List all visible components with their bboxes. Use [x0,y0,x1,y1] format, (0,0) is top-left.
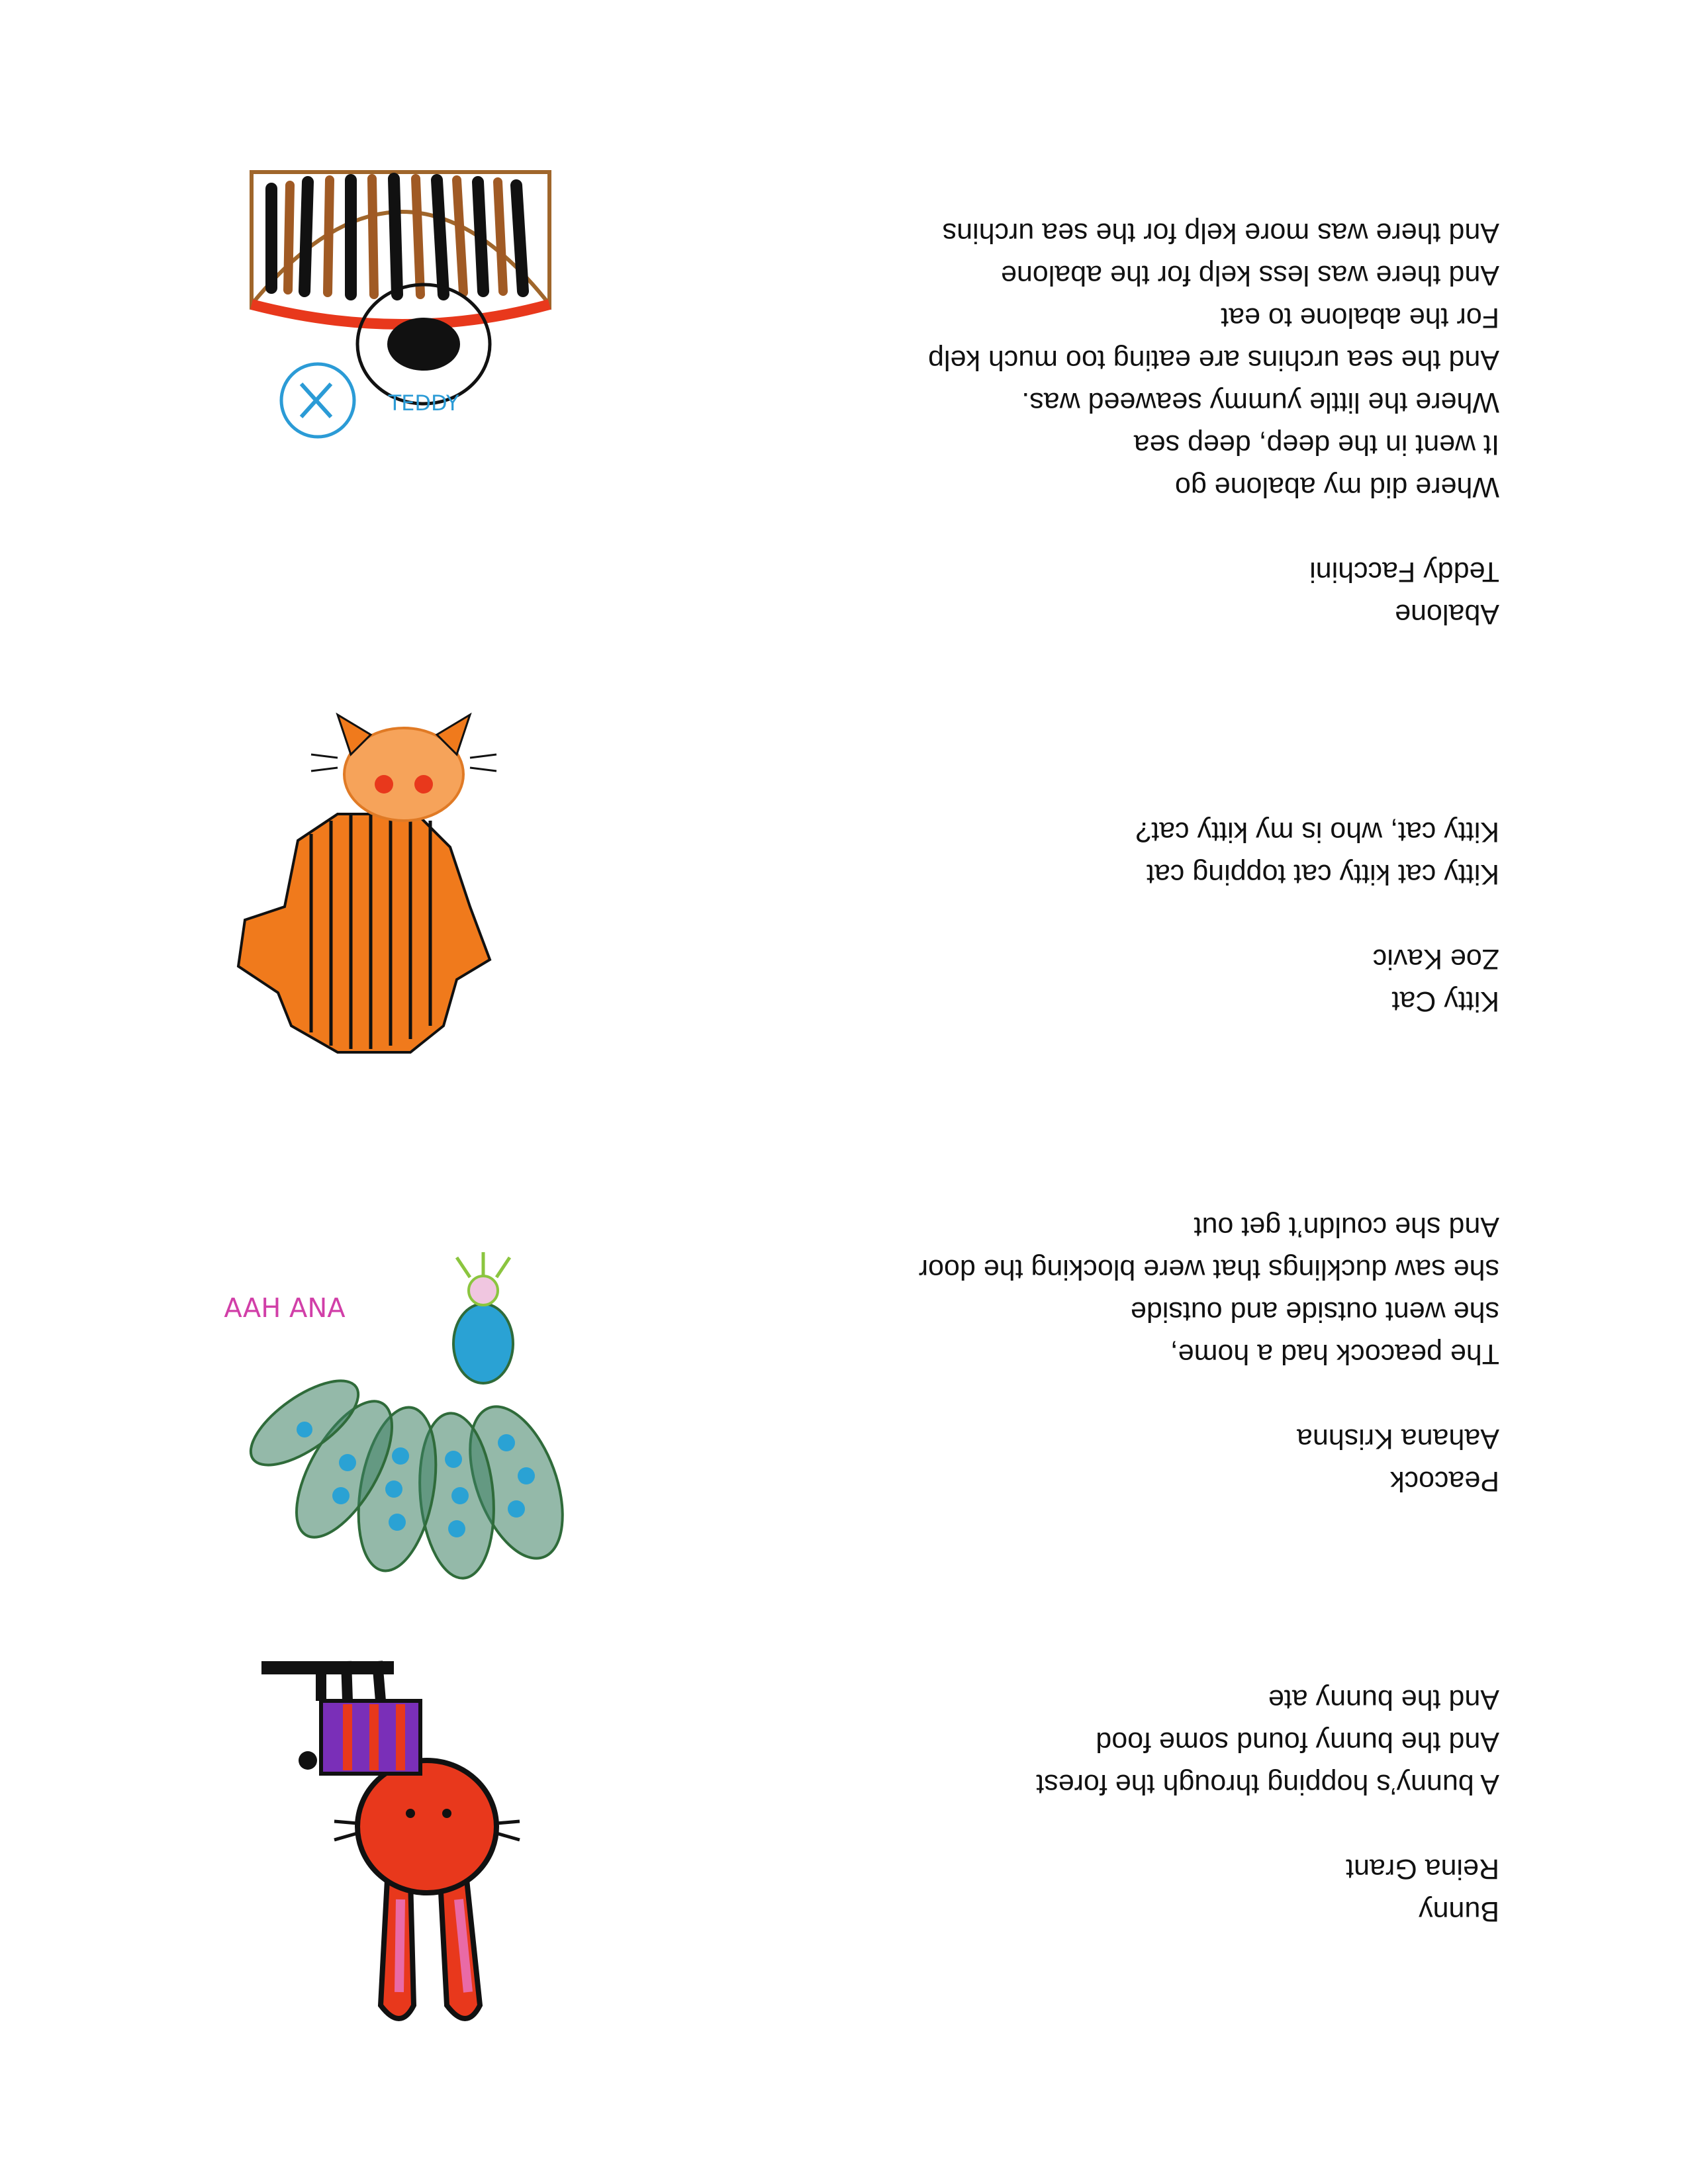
poem-body [928,212,1499,508]
poem-line: And she couldn’t get out [1194,1211,1499,1243]
poem-body [1135,811,1499,895]
poem-line: Kitty cat kitty cat topping cat [1147,858,1499,890]
poem-line: And there was less kelp for the abalone [1001,259,1499,291]
peacock-drawing-svg [224,1238,596,1569]
poem-line: The peacock had a home, [1170,1338,1499,1370]
poem-line: Where did my abalone go [1174,471,1499,503]
poem-peacock [919,1206,1499,1502]
poem-line: And there was more kelp for the sea urchins [942,217,1499,249]
poem-author: Reina Grant [1346,1853,1499,1885]
poem-body [1036,1678,1499,1805]
bunny-drawing-svg [248,1661,520,2032]
poem-line: And the bunny ate [1268,1684,1499,1715]
poem-line: It went in the deep, deep sea [1133,429,1499,461]
poem-title: Abalone [1395,598,1499,630]
poem-kitty-cat [1135,811,1499,1023]
drawing-signature: TEDDY [388,390,459,416]
poem-body [919,1206,1499,1375]
peacock-drawing [224,1238,596,1569]
poem-author: Zoe Kavic [1372,943,1499,975]
poem-author: Aahana Krishna [1297,1423,1499,1455]
poem-title: Bunny [1419,1895,1499,1927]
poem-line: And the bunny found some food [1096,1726,1499,1758]
poem-title: Kitty Cat [1391,985,1499,1017]
poem-title: Peacock [1390,1465,1499,1497]
poem-line: she went outside and outside [1130,1296,1499,1328]
poem-abalone [928,212,1499,635]
poem-line: A bunny’s hopping through the forest [1036,1768,1499,1800]
abalone-drawing-svg [238,172,563,543]
drawing-signature: AAH ANA [224,1293,346,1324]
poem-line: For the abalone to eat [1221,302,1499,334]
poem-line: she saw ducklings that were blocking the door [918,1253,1499,1285]
poem-line: Kitty cat, who is my kitty cat? [1135,816,1499,848]
poem-line: And the sea urchins are eating too much kelp [928,344,1499,376]
poem-author: Teddy Facchini [1309,556,1499,588]
cat-drawing [218,702,510,1125]
cat-drawing-svg [218,702,510,1125]
bunny-drawing [248,1661,520,2032]
poem-bunny [1036,1678,1499,1933]
abalone-drawing [238,172,563,543]
poem-line: Where the little yummy seaweed was. [1021,387,1499,418]
